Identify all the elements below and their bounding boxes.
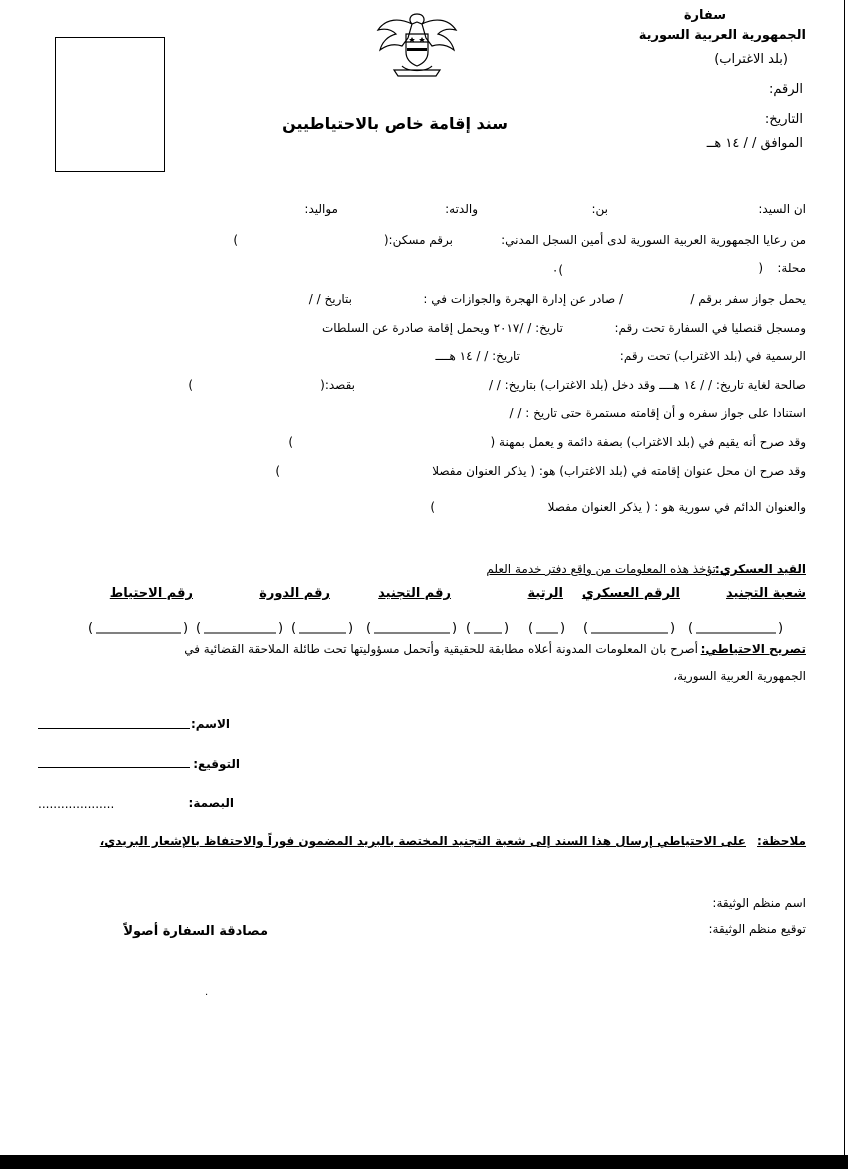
scan-edge	[844, 0, 845, 1155]
line5-consular: ومسجل قنصليا في السفارة تحت رقم:	[614, 321, 806, 335]
corresponding-date: الموافق / / ١٤ هــ	[706, 136, 803, 151]
line3-close: )٠	[551, 263, 563, 277]
line4-passport: يحمل جواز سفر برقم /	[690, 292, 806, 306]
line11-close: )	[430, 500, 435, 514]
line1-mother: والدته:	[445, 202, 478, 216]
svg-text:(: (	[88, 621, 94, 636]
svg-text:(: (	[196, 621, 202, 636]
svg-text:): )	[560, 621, 566, 636]
fingerprint-label: البصمة:	[188, 796, 234, 810]
organizer-signature-label: توقيع منظم الوثيقة:	[708, 922, 806, 936]
svg-text:(: (	[528, 621, 534, 636]
name-label: الاسم:	[190, 717, 230, 731]
line10-abroad-address: وقد صرح ان محل عنوان إقامته في (بلد الاغتراب) هو: ( يذكر العنوان مفصلا	[432, 464, 806, 478]
line10-close: )	[275, 464, 280, 478]
fingerprint-dots: ....................	[38, 797, 115, 811]
signature-label: التوقيع:	[193, 757, 240, 771]
signature-line	[38, 767, 190, 768]
military-col-rank: الرتبة	[527, 586, 563, 601]
republic-label: الجمهورية العربية السورية	[638, 28, 806, 43]
military-col-branch: شعبة التجنيد	[726, 586, 806, 601]
svg-text:): )	[348, 621, 354, 636]
line1-mr: ان السيد:	[758, 202, 806, 216]
date-label: التاريخ:	[764, 112, 803, 127]
remark-label: ملاحظة:	[757, 834, 806, 848]
number-label: الرقم:	[769, 82, 803, 97]
svg-text:(: (	[291, 621, 297, 636]
line9-profession: وقد صرح أنه يقيم في (بلد الاغتراب) بصفة دائمة و يعمل بمهنة (	[490, 435, 806, 449]
svg-text:): )	[452, 621, 458, 636]
state-emblem	[372, 8, 462, 80]
military-col-reserve: رقم الاحتياط	[109, 586, 193, 601]
line2-residence-no: برقم مسكن:(	[383, 233, 453, 247]
line6-date: تاريخ: / / ١٤ هــــ	[435, 349, 520, 363]
line3-district: محلة:	[777, 261, 806, 275]
svg-text:): )	[778, 621, 784, 636]
line7-valid: صالحة لغاية تاريخ: / / ١٤ هــــ وقد دخل (بلد الاغتراب) بتاريخ: / /	[488, 378, 806, 392]
military-fill-row	[88, 618, 808, 638]
line4-date: بتاريخ / /	[308, 292, 352, 306]
svg-text:(: (	[466, 621, 472, 636]
photo-box	[55, 37, 165, 172]
document-title: سند إقامة خاص بالاحتياطيين	[282, 114, 508, 133]
line1-born: مواليد:	[304, 202, 338, 216]
line2-registry: من رعايا الجمهورية العربية السورية لدى أمين السجل المدني:	[501, 233, 806, 247]
declaration-text-2: الجمهورية العربية السورية،	[673, 669, 806, 683]
country-label: (بلد الاغتراب)	[714, 52, 788, 67]
line9-close: )	[288, 435, 293, 449]
scan-bottom-bar	[0, 1155, 848, 1169]
line8-passport-based: استنادا على جواز سفره و أن إقامته مستمرة حتى تاريخ : / /	[509, 406, 806, 420]
line3-open: (	[758, 261, 763, 275]
embassy-label: سفارة	[683, 8, 726, 23]
svg-text:): )	[670, 621, 676, 636]
svg-text:): )	[504, 621, 510, 636]
line11-syria-address: والعنوان الدائم في سورية هو : ( يذكر العنوان مفصلا	[547, 500, 806, 514]
line7-purpose: بقصد:(	[320, 378, 355, 392]
organizer-name-label: اسم منظم الوثيقة:	[712, 896, 806, 910]
declaration-text-1: أصرح بان المعلومات المدونة أعلاه مطابقة للحقيقية وأتحمل مسؤوليتها تحت طائلة الملاحقة القضائية في	[184, 642, 698, 656]
stray-dot: ·	[205, 990, 209, 1001]
line5-date: تاريخ: / /٢٠١٧ ويحمل إقامة صادرة عن السلطات	[321, 321, 563, 335]
svg-text:(: (	[583, 621, 589, 636]
line1-son-of: بن:	[591, 202, 608, 216]
name-line	[38, 728, 190, 729]
line7-close: )	[188, 378, 193, 392]
svg-text:(: (	[366, 621, 372, 636]
svg-text:): )	[183, 621, 189, 636]
line6-official: الرسمية في (بلد الاغتراب) تحت رقم:	[619, 349, 806, 363]
military-col-number: الرقم العسكري	[581, 586, 680, 601]
line4-issued: / صادر عن إدارة الهجرة والجوازات في :	[423, 292, 623, 306]
military-col-recruit: رقم التجنيد	[378, 586, 451, 601]
declaration-label: تصريح الاحتياطي:	[700, 642, 806, 656]
military-note: تؤخذ هذه المعلومات من واقع دفتر خدمة العلم	[486, 562, 716, 576]
embassy-certification: مصادقة السفارة أصولاً	[123, 924, 268, 939]
line2-close: )	[233, 233, 238, 247]
military-label: القيد العسكري:	[714, 562, 806, 576]
svg-text:): )	[278, 621, 284, 636]
remark-text: على الاحتياطي إرسال هذا السند إلى شعبة التجنيد المختصة بالبريد المضمون فوراً والاحتفاظ بالإشعار البريدي،	[99, 834, 746, 848]
military-col-course: رقم الدورة	[259, 586, 330, 601]
svg-text:(: (	[688, 621, 694, 636]
